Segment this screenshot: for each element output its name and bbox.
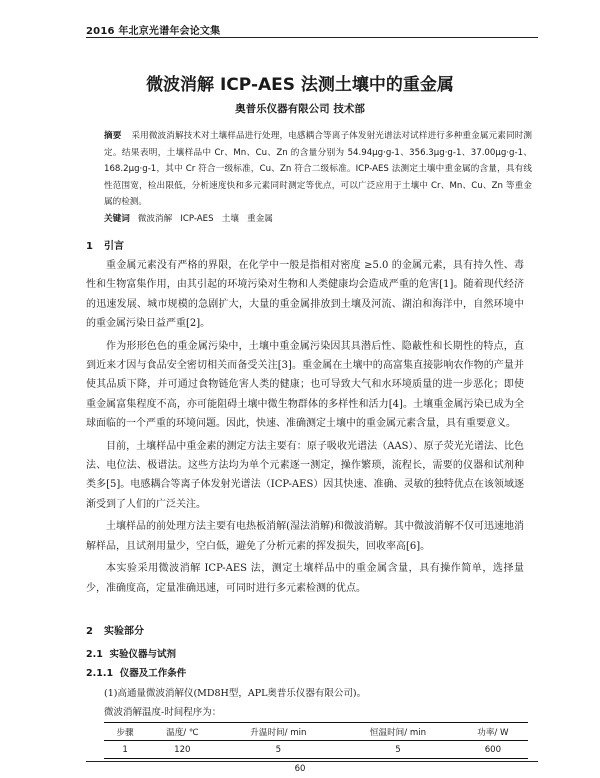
table-cell: 1 (122, 744, 128, 755)
table-header-cell: 温度/ ℃ (166, 727, 199, 738)
table-header-row (104, 723, 528, 741)
running-header: 2016 年北京光谱年会论文集 (86, 26, 221, 37)
keywords (104, 212, 532, 224)
paragraph: 重金属元素没有严格的界限，在化学中一般是指相对密度 ≥5.0 的金属元素，具有持久性、毒性和生物富集作用，由其引起的环境污染对生物和人类健康均会造成严重的危害[1]。随着现代经济的迅速发展、城市规模的急剧扩大，大量的重金属排放到土壤及河流、湖泊和海洋中，自然环境中的重金属污染日益严重[2]。 (86, 260, 524, 330)
section-number: 2 (86, 626, 93, 637)
table-cell: 600 (484, 744, 502, 755)
table-cell: 5 (395, 744, 401, 755)
table-cell: 5 (275, 744, 282, 755)
table-caption: 微波消解温度-时间程序为： (104, 707, 222, 718)
paper-title: 微波消解 ICP-AES 法测土壤中的重金属 (146, 75, 454, 95)
table-header-cell: 功率/ W (477, 727, 509, 738)
subsubsection-heading (86, 665, 186, 679)
intro-body (86, 256, 524, 601)
subsection-heading (86, 646, 176, 660)
table-cell: 120 (174, 744, 191, 755)
abstract-label: 摘要 (104, 131, 122, 141)
page-number: 60 (294, 764, 306, 774)
header-rule (86, 37, 538, 38)
keywords-label: 关键词 (104, 214, 130, 224)
section-heading-experiment (86, 622, 144, 637)
microwave-program-table (104, 722, 528, 759)
paragraph: 作为形形色色的重金属污染中，土壤中重金属污染因其具潜后性、隐蔽性和长期性的特点，直到近来才因与食品安全密切相关而备受关注[3]。重金属在土壤中的高富集直接影响农作物的产量并使其品质下降，并可通过食物链危害人类的健康；也可导致大气和水环境质量的进一步恶化；即使重金属富集程度不高，亦可能阻碍土壤中微生物群体的多样性和活力[4]。土壤重金属污染已成为全球面临的一个严重的环境问题。因此，快速、准确测定土壤中的重金属元素含量，具有重要意义。 (86, 340, 524, 430)
paragraph: 本实验采用微波消解 ICP-AES 法，测定土壤样品中的重金属含量，具有操作简单，选择量少，准确度高，定量准确迅速，可同时进行多元素检测的优点。 (86, 563, 524, 594)
paragraph: 目前，土壤样品中重金素的测定方法主要有：原子吸收光谱法（AAS）、原子荧光光谱法、比色法、电位法、极谱法。这些方法均为单个元素逐一测定，操作繁琐，流程长，需要的仪器和试剂种类多[5]。电感耦合等离子体发射光谱法（ICP-AES）因其快速、准确、灵敏的独特优点在该领域逐渐受到了人们的广泛关注。 (86, 440, 524, 510)
paragraph: 土壤样品的前处理方法主要有电热板消解(湿法消解)和微波消解。其中微波消解不仅可迅速地消解样品，且试剂用量少，空白低，避免了分析元素的挥发损失，回收率高[6]。 (86, 521, 524, 552)
instrument-item: (1)高通量微波消解仪(MD8H型，APL奥普乐仪器有限公司)。 (104, 688, 367, 699)
subsection-number: 2.1 (86, 649, 103, 660)
abstract-text: 采用微波消解技术对土壤样品进行处理，电感耦合等离子体发射光谱法对试样进行多种重金属元素同时测定。结果表明，土壤样品中 Cr、Mn、Cu、Zn 的含量分别为 54.94μg·g-1、356.3μg·g-1、37.00μg·g-1、168.2μg·g-1，其中 Cr 符合一级标准，Cu、Zn 符合二级标准。ICP-AES 法测定土壤中重金属的含量，具有线性范围宽，检出限低，分析速度快和多元素同时测定等优点，可以广泛应用于土壤中 Cr、Mn、Cu、Zn 等重金属的检测。 (104, 131, 532, 208)
keywords-terms: 微波消解 ICP-AES 土壤 重金属 (137, 214, 273, 224)
table-header-cell: 步骤 (116, 727, 134, 738)
table-header-cell: 恒温时间/ min (369, 727, 427, 738)
abstract (104, 128, 532, 211)
author-organization: 奥普乐仪器有限公司 技术部 (235, 103, 365, 115)
subsection-number: 2.1.1 (86, 668, 114, 679)
table-row (104, 741, 528, 759)
subsection-title: 实验仪器与试剂 (109, 649, 176, 660)
section-number: 1 (86, 241, 93, 252)
section-heading-intro (86, 237, 124, 252)
section-title: 实验部分 (104, 626, 144, 637)
footer-rule (86, 761, 538, 762)
table-header-cell: 升温时间/ min (250, 727, 307, 738)
subsection-title: 仪器及工作条件 (119, 668, 187, 679)
section-title: 引言 (104, 241, 124, 252)
